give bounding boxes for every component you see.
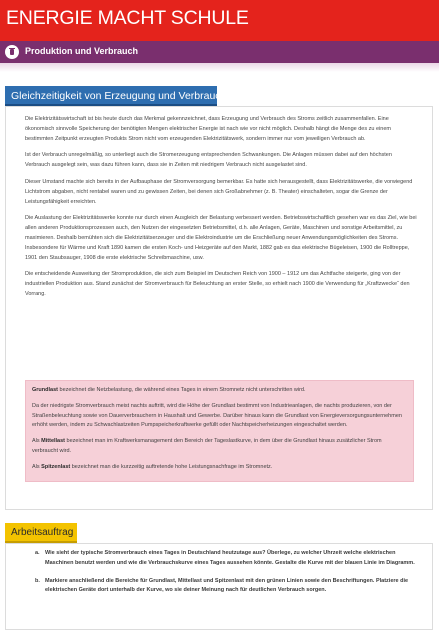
definition-text: bezeichnet die Netzbelastung, die während eines Tages in einem Stromnetz nicht unterschritten wird.: [57, 387, 306, 393]
paragraph: Dieser Umstand machte sich bereits in der Aufbauphase der Stromversorgung bemerkbar. Es hatte sich herausgestellt, dass Elektrizitätswerke, die vorwiegend Lichtstrom abgaben, nicht rentabel waren und zu gewissen Zeiten, bei denen sich Großabnehmer (z. B. Theater) einschalteten, sogar die Grenze der Leistungsfähigkeit erreichten.: [25, 178, 413, 205]
task-heading: Arbeitsauftrag: [5, 523, 77, 543]
definition-grundlast: [32, 386, 407, 396]
section-heading: Gleichzeitigkeit von Erzeugung und Verbrauch: [5, 86, 217, 106]
task-item: [35, 577, 420, 597]
definition-detail: [32, 402, 407, 431]
definition-spitzenlast: [32, 463, 407, 473]
term: Grundlast: [32, 387, 58, 393]
task-letter: b.: [35, 577, 40, 584]
paragraph: Die Auslastung der Elektrizitätswerke konnte nur durch einen Ausgleich der Belastung verbessert werden. Betriebswirtschaftlich gesehen war es das Ziel, wie bei allen anderen Produktionsprozessen auch, den Nutzen der eingesetzten Betriebsmittel, d.h. alle Anlagen, Geräte, Maschinen und sonstige Arbeitsmittel, zu maximieren. Deshalb bemühten sich die Elektrizitätserzeuger und die Elektroindustrie um die Erschließung neuer Anwendungsmöglichkeiten des Stroms. Insbesondere für Wärme und Kraft 1890 kamen die ersten Koch- und Heizgeräte auf den Markt, 1882 gab es das elektrische Bügeleisen, 1900 die Rolltreppe, 1901 den Staubsauger, 1908 die erste elektrische Schreibmaschine, usw.: [25, 215, 417, 261]
site-title: ENERGIE MACHT SCHULE: [6, 7, 249, 29]
worksheet-icon: [5, 45, 19, 59]
definition-mittellast: [32, 437, 407, 457]
term: Spitzenlast: [41, 463, 71, 470]
paragraph: Ist der Verbrauch unregelmäßig, so unterliegt auch die Stromerzeugung entsprechenden Schwankungen. Die Anlagen müssen dabei auf den höchsten Verbrauch ausgelegt sein, was dazu führen kann, dass sie in Zeiten mit niedrigem Verbrauch nicht ausgelastet sind.: [25, 152, 392, 169]
section-text: [25, 115, 417, 307]
definition-text: bezeichnet man im Kraftwerksmanagement den Bereich der Tageslastkurve, in dem über die Grundlast hinaus zusätzlicher Strom verbraucht wird.: [32, 438, 382, 454]
task-item: [35, 549, 420, 569]
definition-prefix: Als: [32, 438, 42, 445]
definition-text: bezeichnet man die kurzzeitig auftretende hohe Leistungsnachfrage im Stromnetz.: [70, 463, 273, 470]
definition-prefix: Als: [32, 463, 42, 470]
topic-bar-shadow: [0, 63, 439, 72]
task-letter: a.: [35, 550, 40, 556]
definition-text: Da der niedrigste Stromverbrauch meist nachts auftritt, wird die Höhe der Grundlast bestimmt von Industrieanlagen, die nachts produzieren, von der Straßenbeleuchtung sowie von Dauerverbrauchern in Haushalt und Gewerbe. Darüber hinaus kann die Grundlast von Energieversorgungsunternehmen erhöht werden, indem zu Schwachlastzeiten Pumpspeicherkraftwerke gefüllt oder Nachtspeicherheizungen eingeschaltet werden.: [32, 402, 402, 429]
paragraph: Die Elektrizitätswirtschaft ist bis heute durch das Merkmal gekennzeichnet, dass Erzeugung und Verbrauch des Stroms zeitlich zusammenfallen. Eine ökonomisch sinnvolle Speicherung der benötigten Mengen elektrischer Energie ist nach wie vor nicht möglich. Deshalb hängt die Menge des zu einem bestimmten Zeitpunkt erzeugten Produkts Strom nicht vom erzeugenden Elektrizitätswerk, sondern immer nur vom jeweiligen Verbrauch ab.: [25, 116, 391, 142]
term: Mittellast: [41, 438, 66, 445]
paragraph: Die entscheidende Ausweitung der Stromproduktion, die sich zum Beispiel im Deutschen Reich von 1900 – 1912 um das Achtfache steigerte, ging von der industriellen Produktion aus. Stand zunächst der Stromverbrauch für Beleuchtung an erster Stelle, so erhielt nach 1900 die Verwendung für „Kraftzwecke“ den Vorrang.: [25, 271, 410, 297]
topic-bar: [0, 41, 439, 63]
task-text: Wie sieht der typische Stromverbrauch eines Tages in Deutschland heutzutage aus? Überlege, zu welcher Uhrzeit welche elektrischen Maschinen benutzt werden und wie die Verbrauchskurve eines Tages aussehen könnte. Gestalte die Kurve mit der blauen Linie im Diagramm.: [45, 550, 415, 566]
site-header: [0, 0, 439, 41]
task-text: Markiere anschließend die Bereiche für Grundlast, Mittellast und Spitzenlast mit den grünen Linien sowie den Beschriftungen. Platziere die elektrischen Geräte dort unterhalb der Kurve, wo sie deiner Meinung nach für deutlichen Verbrauch sorgen.: [45, 577, 409, 594]
definition-box: [25, 380, 414, 482]
task-list: [35, 549, 420, 604]
topic-label: Produktion und Verbrauch: [25, 46, 139, 56]
